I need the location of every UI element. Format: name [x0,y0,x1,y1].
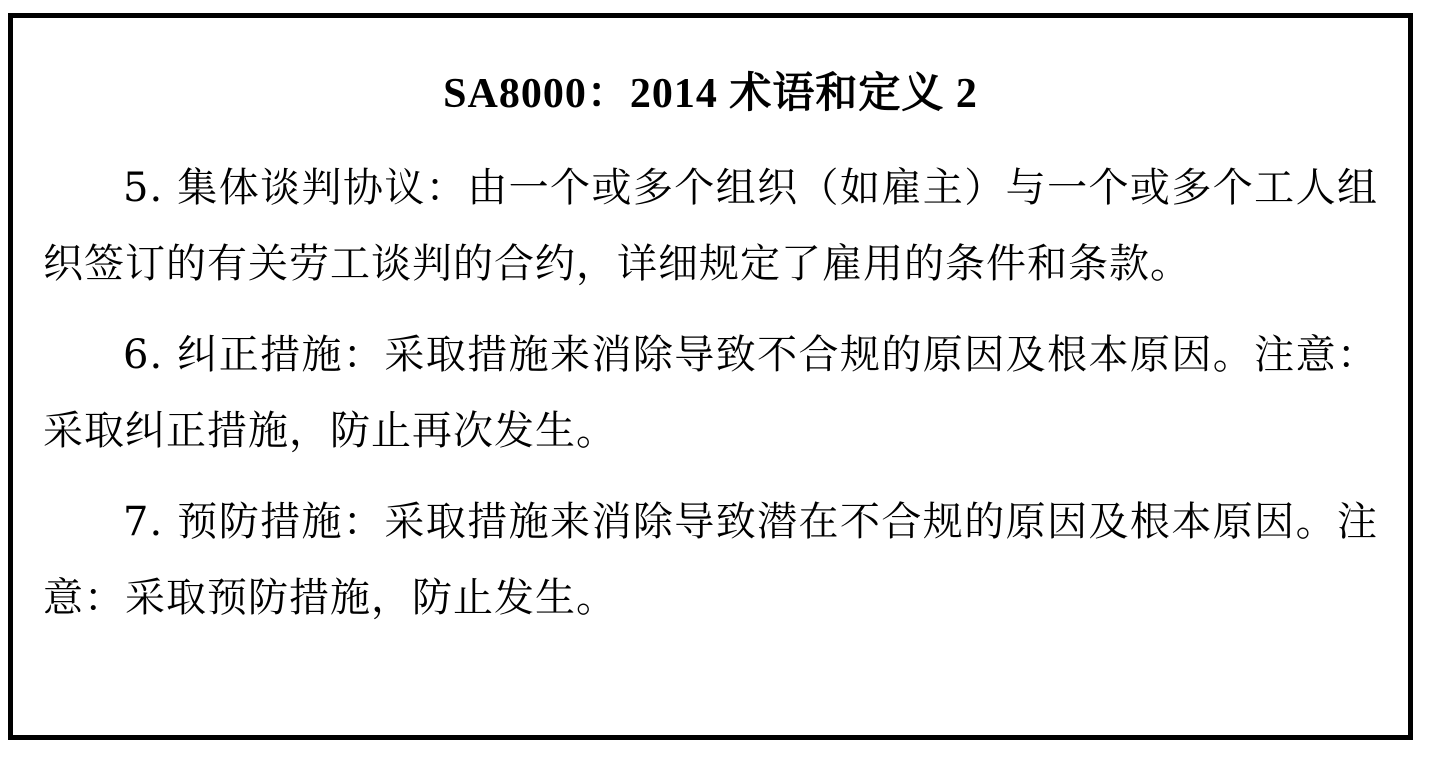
document-title: SA8000：2014 术语和定义 2 [443,71,978,117]
paragraph-definition-5: 5. 集体谈判协议：由一个或多个组织（如雇主）与一个或多个工人组织签订的有关劳工谈判的合约，详细规定了雇用的条件和条款。 [43,165,1378,287]
paragraph-definition-7: 7. 预防措施：采取措施来消除导致潜在不合规的原因及根本原因。注意：采取预防措施，防止发生。 [43,499,1378,621]
paragraph-definition-6: 6. 纠正措施：采取措施来消除导致不合规的原因及根本原因。注意：采取纠正措施，防止再次发生。 [43,332,1378,454]
page-border-frame [8,13,1413,740]
document-body [43,150,1378,636]
